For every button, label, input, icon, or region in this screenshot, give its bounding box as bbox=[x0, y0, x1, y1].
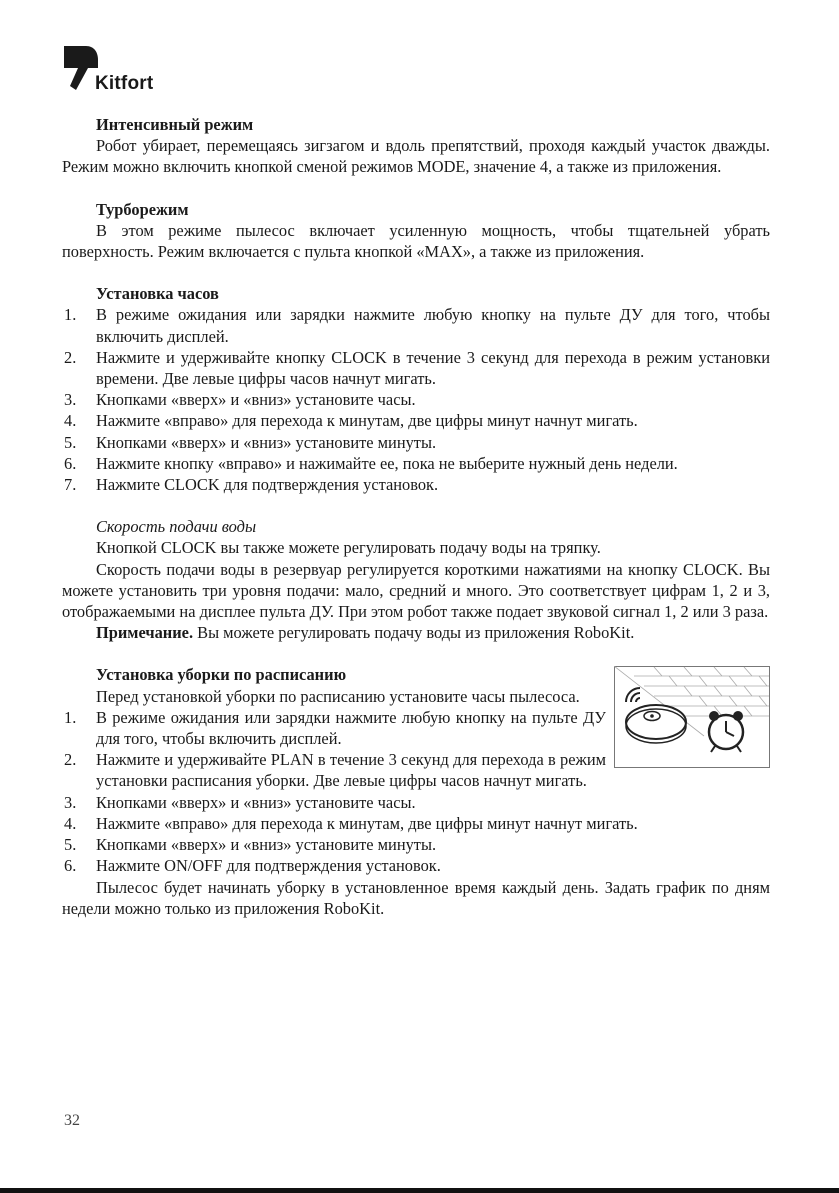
section-title-water: Скорость подачи воды bbox=[96, 517, 257, 537]
paragraph-schedule-outro: Пылесос будет начинать уборку в установленное время каждый день. Задать график по дням недели можно только из приложения RoboKit. bbox=[62, 877, 770, 918]
paragraph-intensive: Робот убирает, перемещаясь зигзагом и вдоль препятствий, проходя каждый участок дважды. Режим можно включить кнопкой сменой режимов MODE, значение 4, а также из приложения. bbox=[62, 136, 770, 177]
section-title-intensive: Интенсивный режим bbox=[96, 115, 254, 134]
list-item: 6. Нажмите кнопку «вправо» и нажимайте ее, пока не выберите нужный день недели. bbox=[64, 453, 678, 473]
brand-name: Kitfort bbox=[95, 73, 154, 94]
kitfort-logo bbox=[64, 46, 184, 98]
list-item: 4. Нажмите «вправо» для перехода к минутам, две цифры минут начнут мигать. bbox=[64, 411, 638, 431]
paragraph-schedule-intro: Перед установкой уборки по расписанию установите часы пылесоса. bbox=[96, 686, 580, 706]
list-item: 1. В режиме ожидания или зарядки нажмите любую кнопку на пульте ДУ для того, чтобы включить дисплей. bbox=[64, 305, 770, 346]
schedule-steps-list bbox=[62, 707, 770, 877]
list-item: 5. Кнопками «вверх» и «вниз» установите минуты. bbox=[64, 432, 437, 452]
note-label: Примечание. bbox=[96, 623, 194, 643]
list-item: 2. Нажмите и удерживайте кнопку CLOCK в течение 3 секунд для перехода в режим установки времени. Две левые цифры часов начнут мигать. bbox=[64, 347, 770, 389]
paragraph-turbo: В этом режиме пылесос включает усиленную мощность, чтобы тщательней убрать поверхность. Режим включается с пульта кнопкой «MAX», а также из приложения. bbox=[62, 220, 770, 262]
section-title-clock: Установка часов bbox=[96, 284, 219, 304]
clock-steps-list bbox=[62, 304, 770, 495]
list-item: 1. В режиме ожидания или зарядки нажмите любую кнопку на пульте ДУ для того, чтобы включить дисплей. bbox=[64, 707, 606, 749]
list-item: 4. Нажмите «вправо» для перехода к минутам, две цифры минут начнут мигать. bbox=[64, 813, 638, 833]
page-bottom-rule bbox=[0, 1188, 839, 1193]
page-number: 32 bbox=[64, 1112, 80, 1129]
list-item: 5. Кнопками «вверх» и «вниз» установите минуты. bbox=[64, 835, 437, 855]
note-text: Вы можете регулировать подачу воды из приложения RoboKit. bbox=[193, 623, 635, 643]
page-content bbox=[62, 114, 770, 919]
paragraph-water-2: Скорость подачи воды в резервуар регулируется короткими нажатиями на кнопку CLOCK. Вы можете установить три уровня подачи: мало, средний и много. Это соответствует цифрам 1, 2 и 3, отображаемыми на дисплее пульта ДУ. При этом робот также подает звуковой сигнал 1, 2 или 3 раза. bbox=[62, 559, 770, 622]
list-item: 7. Нажмите CLOCK для подтверждения установок. bbox=[64, 475, 439, 495]
list-item: 3. Кнопками «вверх» и «вниз» установите часы. bbox=[64, 792, 416, 812]
list-item: 6. Нажмите ON/OFF для подтверждения установок. bbox=[64, 856, 441, 876]
section-title-schedule: Установка уборки по расписанию bbox=[96, 665, 347, 685]
note-water bbox=[62, 622, 770, 643]
list-item: 2. Нажмите и удерживайте PLAN в течение 3 секунд для перехода в режим установки расписания уборки. Две левые цифры часов начнут мигать. bbox=[64, 750, 606, 791]
paragraph-water-1: Кнопкой CLOCK вы также можете регулировать подачу воды на тряпку. bbox=[96, 538, 601, 558]
list-item: 3. Кнопками «вверх» и «вниз» установите часы. bbox=[64, 390, 416, 410]
section-title-turbo: Турборежим bbox=[96, 199, 189, 219]
